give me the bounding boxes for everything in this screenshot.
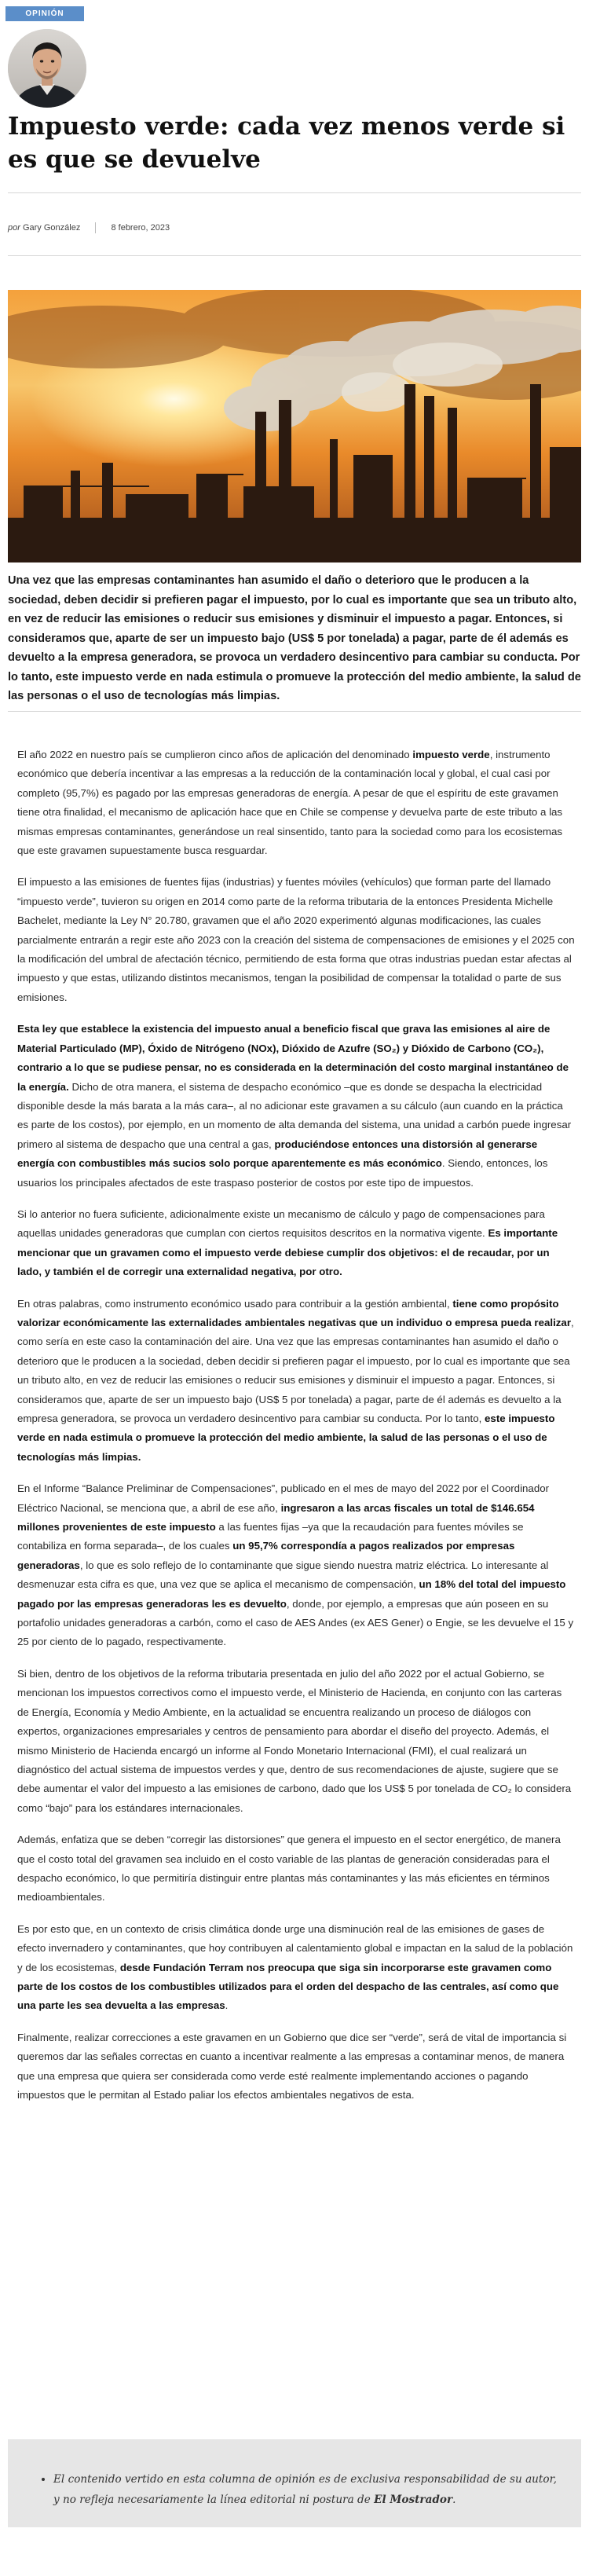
- author-avatar[interactable]: [8, 29, 86, 108]
- article-paragraph: [17, 1479, 575, 1652]
- paragraph-emphasis: tiene como propósito valorizar económicamente las externalidades ambientales negativas que un individuo o empresa pueda realizar: [17, 1297, 571, 1328]
- paragraph-emphasis: un 18% del total del impuesto pagado por las empresas generadoras les es devuelto: [17, 1578, 566, 1610]
- publish-date: 8 febrero, 2023: [111, 222, 170, 233]
- disclaimer-text: El contenido vertido en esta columna de opinión es de exclusiva responsabilidad de su autor, y no refleja necesariamente la línea editorial ni postura de: [53, 2473, 557, 2506]
- paragraph-text: , lo que es solo reflejo de lo contaminante que sigue siendo nuestra matriz eléctrica. Lo interesante al desmenuzar esta cifra es que, una vez que se aplica el mecanismo de compensación,: [17, 1559, 549, 1591]
- article-paragraph: [17, 1830, 575, 1907]
- paragraph-emphasis: desde Fundación Terram nos preocupa que siga sin incorporarse este gravamen como parte de los costos de los combustibles utilizados para el orden del despacho de las centrales, así como que una parte les sea devuelta a las empresas: [17, 1961, 559, 2012]
- title-divider: [8, 192, 581, 193]
- disclaimer-item: [53, 2469, 558, 2510]
- paragraph-text: Dicho de otra manera, el sistema de despacho económico –que es donde se despacha la electricidad disponible desde la más barata a la más cara–, al no adicionar este gravamen a su cálculo (aun cuando en la práctica es parte de los costos), por ejemplo, en un momento de alta demanda del sistema, una unidad a carbón puede ingresar primero al sistema de despacho que una central a gas,: [17, 1080, 572, 1150]
- disclaimer-box: [8, 2439, 581, 2527]
- article-paragraph: [17, 746, 575, 860]
- article-paragraph: [17, 1295, 575, 1468]
- paragraph-text: .: [225, 1999, 229, 2012]
- disclaimer-end: .: [452, 2494, 456, 2506]
- paragraph-text: En otras palabras, como instrumento económico usado para contribuir a la gestión ambiental,: [17, 1297, 453, 1310]
- byline-prefix: por: [8, 222, 20, 233]
- paragraph-text: Es por esto que, en un contexto de crisis climática donde urge una disminución real de las emisiones de gases de efecto invernadero y contaminantes, que hoy contribuyen al calentamiento global e impactan en la salud de la población y de los ecosistemas,: [17, 1922, 573, 1973]
- article-paragraph: [17, 1665, 575, 1818]
- paragraph-text: Si lo anterior no fuera suficiente, adicionalmente existe un mecanismo de cálculo y pago de compensaciones para aquellas unidades generadoras que cumplan con ciertos requisitos descritos en la normativa vigente.: [17, 1207, 545, 1240]
- article-body: [17, 746, 575, 2117]
- paragraph-text: El año 2022 en nuestro país se cumplieron cinco años de aplicación del denominado: [17, 749, 413, 760]
- disclaimer-outlet: El Mostrador: [374, 2494, 453, 2506]
- paragraph-text: Además, enfatiza que se deben “corregir las distorsiones” que genera el impuesto en el sector energético, de manera que el costo total del gravamen sea incluido en el costo variable de las plantas de generación consideradas para el despacho económico, lo que permitiría distinguir entre plantas más contaminantes y las más eficientes en términos medioambientales.: [17, 1834, 561, 1904]
- hero-image: [8, 290, 581, 562]
- article-paragraph: [17, 2028, 575, 2105]
- author-portrait-icon: [8, 29, 86, 108]
- paragraph-emphasis: ingresaron a las arcas fiscales un total de $146.654 millones provenientes de este impuesto: [17, 1501, 535, 1534]
- paragraph-emphasis: Esta ley que establece la existencia del impuesto anual a beneficio fiscal que grava las emisiones al aire de Material Particulado (MP), Óxido de Nitrógeno (NOx), Dióxido de Azufre (SO₂) y Dióxido de Carbono (CO₂), contrario a lo que se pudiese pensar, no es considerada en la determinación del costo marginal instantáneo de la energía.: [17, 1023, 569, 1093]
- paragraph-text: , donde, por ejemplo, a empresas que aún poseen en su portafolio unidades generadoras a carbón, como el caso de AES Andes (ex AES Gener) o Engie, se les devuelve el 15 y 25 por ciento de lo pagado, respectivamente.: [17, 1597, 574, 1648]
- article-paragraph: [17, 1205, 575, 1282]
- article-paragraph: [17, 1020, 575, 1193]
- paragraph-text: El impuesto a las emisiones de fuentes fijas (industrias) y fuentes móviles (vehículos) que forman parte del llamado “impuesto verde”, tuvieron su origen en 2014 como parte de la reforma tributaria de la entonces Presidenta Michelle Bachelet, mediante la Ley N° 20.780, gravamen que el año 2020 experimentó algunas modificaciones, las cuales parcialmente entrarán a regir este año 2023 con la creación del sistema de compensaciones de emisiones y el 2025 con la modificación del umbral de afectación técnico, permitiendo de esta forma que otras industrias puedan estar afectas al impuesto y que estas, utilizando distintos mecanismos, tengan la posibilidad de compensar la totalidad o parte de sus emisiones.: [17, 876, 575, 1003]
- paragraph-text: Si bien, dentro de los objetivos de la reforma tributaria presentada en julio del año 2022 por el actual Gobierno, se mencionan los impuestos correctivos como el impuesto verde, el Ministerio de Hacienda, en conjunto con las carteras de Energía, Economía y Medio Ambiente, en la actualidad se encuentra realizando un proceso de diálogos con expertos, organizaciones empresariales y centros de pensamiento para abordar el diseño del proyecto. Además, el mismo Ministerio de Hacienda encargó un informe al Fondo Monetario Internacional (FMI), el cual realizará un diagnóstico del actual sistema de impuestos verdes y que, dentro de sus recomendaciones de ajuste, sugiere que se debe aumentar el valor del impuesto a las emisiones de carbono, dado que los US$ 5 por tonelada de CO₂ lo considera como “bajo” para los estándares internacionales.: [17, 1667, 572, 1814]
- article-paragraph: [17, 873, 575, 1007]
- paragraph-text: Finalmente, realizar correcciones a este gravamen en un Gobierno que dice ser “verde”, será de vital de importancia si queremos dar las señales correctas en cuanto a incentivar realmente a las empresas a contaminar menos, de manera que una empresa que quiera ser considerada como verde esté realmente implementando acciones o pagando impuestos que le permitan al Estado paliar los efectos ambientales negativos de esta.: [17, 2031, 567, 2101]
- industrial-smokestacks-sunset-image: [8, 290, 581, 562]
- paragraph-emphasis: produciéndose entonces una distorsión al generarse energía con combustibles más sucios solo porque aparentemente es más económico: [17, 1138, 538, 1170]
- paragraph-text: . Siendo, entonces, los usuarios los principales afectados de este traspaso posterior de costos por este tipo de impuestos.: [17, 1157, 548, 1189]
- article-title: Impuesto verde: cada vez menos verde si es que se devuelve: [8, 112, 565, 174]
- paragraph-emphasis: un 95,7% correspondía a pagos realizados por empresas generadoras: [17, 1540, 515, 1571]
- author-link[interactable]: Gary González: [22, 222, 81, 233]
- article-lead: Una vez que las empresas contaminantes han asumido el daño o deterioro que le producen a la sociedad, deben decidir si prefieren pagar el impuesto, por lo cual es importante que sea un tributo alto, en vez de reducir las emisiones o reducir sus emisiones y disminuir el impuesto a pagar. Entonces, si consideramos que, aparte de ser un impuesto bajo (US$ 5 por tonelada) a pagar, parte de él además es devuelto a la empresa generadora, se provoca un verdadero desincentivo para cambiar su conducta. Por lo tanto, este impuesto verde en nada estimula o promueve la protección del medio ambiente, la salud de las personas o el uso de tecnologías más limpias.: [8, 574, 581, 702]
- paragraph-emphasis: Es importante mencionar que un gravamen como el impuesto verde debiese cumplir dos objetivos: el de recaudar, por un lado, y también el de corregir una externalidad negativa, por otro.: [17, 1227, 558, 1278]
- byline-separator: [95, 222, 96, 233]
- paragraph-text: , como sería en este caso la contaminación del aire. Una vez que las empresas contaminantes han asumido el daño o deterioro que le producen a la sociedad, deben decidir si prefieren pagar el impuesto, por lo cual es importante que sea un tributo alto, en vez de reducir las emisiones o reducir sus emisiones y disminuir el impuesto a pagar. Entonces, si consideramos que, aparte de ser un impuesto bajo (US$ 5 por tonelada) a pagar, parte de él además es devuelto a la empresa generadora, se provoca un verdadero desincentivo para cambiar su conducta. Por lo tanto,: [17, 1316, 574, 1424]
- paragraph-text: a las fuentes fijas –ya que la recaudación para fuentes móviles se contabiliza en forma separada–, de los cuales: [17, 1521, 524, 1552]
- paragraph-text: En el Informe “Balance Preliminar de Compensaciones”, publicado en el mes de mayo del 2022 por el Coordinador Eléctrico Nacional, se menciona que, a abril de ese año,: [17, 1482, 550, 1514]
- paragraph-emphasis: este impuesto verde en nada estimula o promueve la protección del medio ambiente, la salud de las personas o el uso de tecnologías más limpias.: [17, 1413, 555, 1463]
- byline-divider: [8, 255, 581, 256]
- byline: [8, 222, 170, 233]
- paragraph-text: , instrumento económico que debería incentivar a las empresas a la reducción de la contaminación local y global, el cual casi por completo (95,7%) es pagado por las empresas generadoras de energía. A pesar de que el espíritu de este gravamen tiene otra finalidad, el mecanismo de aplicación hace que en Chile se compense y devuelva parte de este tributo a las mismas empresas contaminantes, generándose un real sinsentido, tanto para la sociedad como para los ecosistemas que este gravamen supuestamente busca resguardar.: [17, 749, 563, 857]
- lead-divider: [8, 711, 581, 712]
- paragraph-emphasis: impuesto verde: [412, 749, 490, 760]
- category-badge[interactable]: OPINIÓN: [5, 6, 84, 21]
- article-paragraph: [17, 1920, 575, 2016]
